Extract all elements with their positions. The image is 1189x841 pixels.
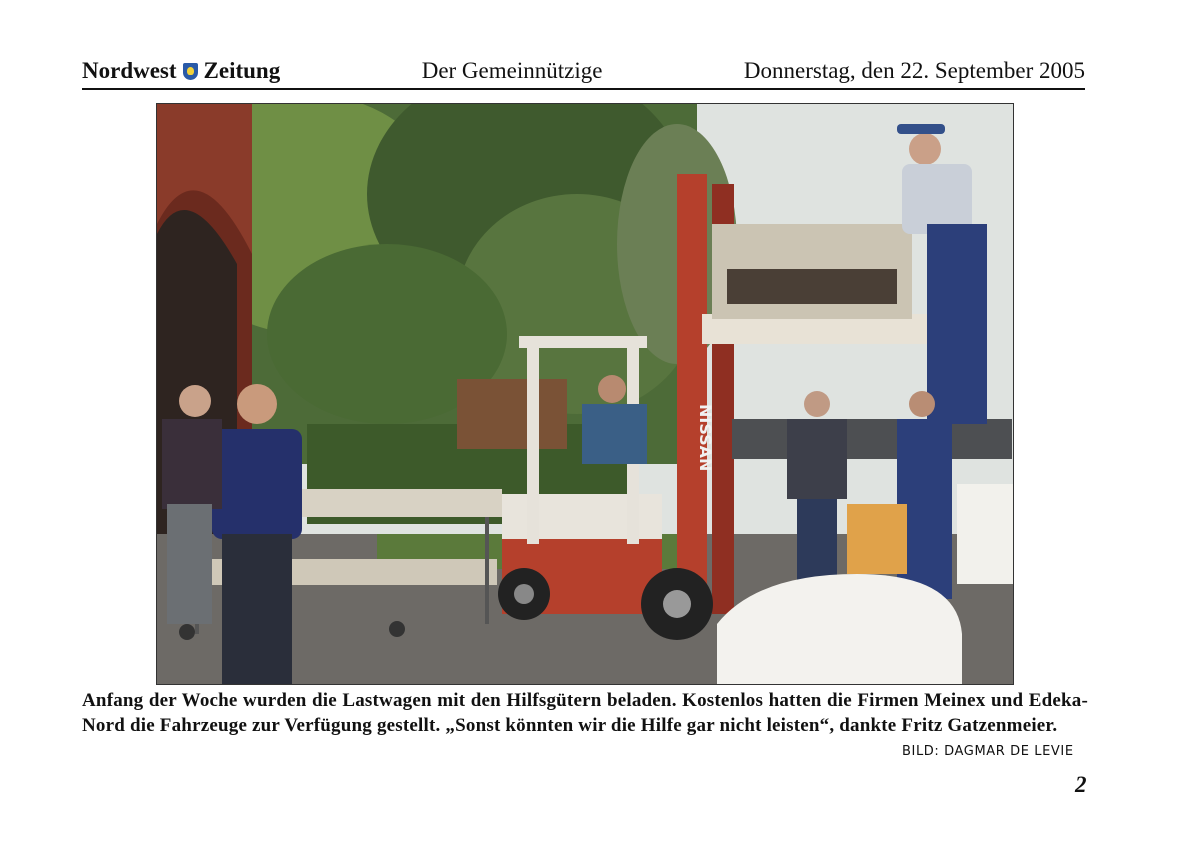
paper-brand (82, 58, 280, 84)
man-foreground (212, 384, 302, 684)
section-title: Der Gemeinnützige (421, 58, 603, 83)
photo-credit: BILD: DAGMAR DE LEVIE (902, 744, 1074, 759)
forklift-brand-label: NISSAN (696, 404, 715, 472)
crest-icon (183, 63, 198, 80)
masthead (82, 56, 1085, 90)
paper-name-part2: Zeitung (203, 58, 281, 83)
news-photo (156, 103, 1014, 685)
issue-date: Donnerstag, den 22. September 2005 (743, 58, 1085, 83)
page-number: 2 (1075, 772, 1087, 797)
photo-caption: Anfang der Woche wurden die Lastwagen mit den Hilfsgütern beladen. Kostenlos hatten die Firmen Meinex und Edeka-Nord die Fahrzeuge zur Verfügung gestellt. „Sonst könnten wir die Hilfe gar nicht leisten“, dankte Fritz Gatzenmeier. (82, 690, 1088, 736)
paper-name-part1: Nordwest (82, 58, 177, 83)
